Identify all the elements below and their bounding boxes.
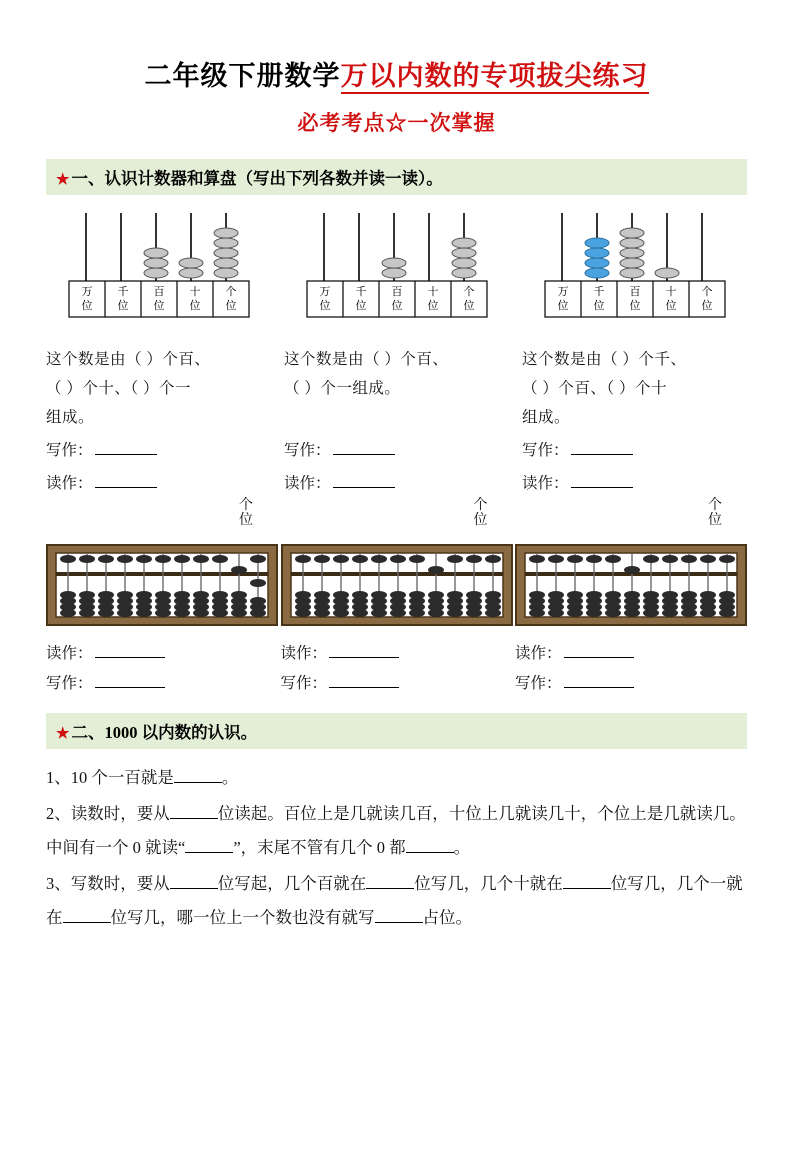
counter-1-graphic	[64, 209, 254, 339]
counter-1-read-blank[interactable]	[95, 472, 157, 488]
counter-2-write-label: 写作：	[284, 442, 331, 459]
section-header-2-text: 二、1000 以内数的认识。	[71, 723, 258, 742]
svg-text:十: 十	[189, 286, 200, 298]
svg-text:位: 位	[557, 300, 568, 312]
question-1	[46, 761, 747, 795]
counter-question-3	[522, 345, 747, 498]
counter-2-write-blank[interactable]	[333, 439, 395, 455]
question-3-blank-2[interactable]	[366, 872, 414, 889]
svg-text:位: 位	[593, 300, 604, 312]
svg-text:万: 万	[319, 286, 330, 298]
counter-1-write-blank[interactable]	[95, 439, 157, 455]
counter-question-1-line-3: 组成。	[46, 409, 95, 426]
counter-question-1-line-2: （ ）个十、（ ）个一	[46, 380, 192, 397]
abacus-3-read-blank[interactable]	[564, 642, 634, 658]
svg-text:万: 万	[81, 286, 92, 298]
question-2-text-2: 位读起。百位上是几就读几百，十位上几就读几十，个位上是几就读几。中间有一个 0 就读“	[46, 804, 746, 857]
question-2-text-4: 。	[453, 838, 471, 857]
svg-text:百: 百	[153, 286, 164, 298]
question-3-text-3: 位写几，几个十就在	[414, 874, 563, 893]
abacus-3-read-line	[515, 639, 747, 669]
question-3-blank-4[interactable]	[63, 906, 111, 923]
svg-text:位: 位	[319, 300, 330, 312]
svg-text:位: 位	[391, 300, 402, 312]
abacus-2-read-label: 读作：	[280, 645, 328, 662]
abacus-3-write-blank[interactable]	[564, 672, 634, 688]
question-2-blank-1[interactable]	[170, 802, 218, 819]
question-2-blank-2[interactable]	[185, 836, 233, 853]
question-3-blank-5[interactable]	[375, 906, 423, 923]
svg-text:位: 位	[81, 300, 92, 312]
counter-2-write-line	[284, 436, 509, 465]
abacus-1-write-blank[interactable]	[95, 672, 165, 688]
page-title-black: 二年级下册数学	[144, 61, 341, 91]
abacus-1-write-line	[46, 669, 278, 699]
section-header-1	[46, 159, 747, 195]
counter-question-2-line-1: 这个数是由（ ）个百、	[284, 351, 449, 368]
svg-text:位: 位	[629, 300, 640, 312]
question-3-text-4: 位写几，几个一就在	[46, 874, 743, 927]
svg-text:千: 千	[593, 286, 604, 298]
abacus-3-write-label: 写作：	[515, 675, 562, 692]
page-subtitle: 必考考点☆一次掌握	[297, 111, 496, 135]
question-3-text-1: 写数时，要从	[70, 874, 170, 893]
abacus-1-unit-label: 个 位	[239, 498, 253, 528]
svg-text:位: 位	[463, 300, 474, 312]
abacus-2-write-line	[281, 669, 513, 699]
svg-text:个: 个	[701, 286, 712, 298]
svg-text:十: 十	[427, 286, 438, 298]
svg-text:十: 十	[665, 286, 676, 298]
counter-question-2-line-2: （ ）个一组成。	[284, 380, 401, 397]
abacus-1-graphic	[46, 544, 278, 626]
worksheet-page	[0, 54, 793, 1176]
abacus-3-graphic	[515, 544, 747, 626]
question-1-number: 1、	[46, 768, 71, 787]
counter-question-1	[46, 345, 271, 498]
question-2-number: 2、	[46, 804, 71, 823]
counter-2-graphic	[302, 209, 492, 339]
svg-text:位: 位	[189, 300, 200, 312]
counter-1-read-line	[46, 469, 271, 498]
svg-text:位: 位	[225, 300, 236, 312]
svg-text:百: 百	[629, 286, 640, 298]
abacus-1	[46, 498, 278, 699]
abacus-3	[515, 498, 747, 699]
abacus-2-write-blank[interactable]	[329, 672, 399, 688]
svg-text:位: 位	[153, 300, 164, 312]
svg-text:个: 个	[463, 286, 474, 298]
svg-text:位: 位	[701, 300, 712, 312]
counter-question-3-line-1: 这个数是由（ ）个千、	[522, 351, 687, 368]
counter-1	[46, 209, 271, 339]
svg-text:位: 位	[117, 300, 128, 312]
question-3	[46, 867, 747, 935]
question-3-text-5: 位写几，哪一位上一个数也没有就写	[110, 908, 375, 927]
question-3-text-2: 位写起，几个百就在	[217, 874, 367, 893]
question-2	[46, 797, 747, 865]
section-header-1-text: 一、认识计数器和算盘（写出下列各数并读一读）。	[71, 169, 443, 188]
section-header-2	[46, 713, 747, 749]
question-2-blank-3[interactable]	[406, 836, 454, 853]
abacus-2-graphic	[281, 544, 513, 626]
counter-question-1-line-1: 这个数是由（ ）个百、	[46, 351, 211, 368]
counter-2-read-line	[284, 469, 509, 498]
question-1-blank-1[interactable]	[174, 766, 222, 783]
svg-text:位: 位	[665, 300, 676, 312]
abacus-row	[46, 498, 747, 699]
abacus-3-write-line	[515, 669, 747, 699]
abacus-1-write-label: 写作：	[46, 675, 93, 692]
counter-question-3-line-3: 组成。	[522, 409, 571, 426]
counter-1-write-label: 写作：	[46, 442, 93, 459]
question-3-blank-1[interactable]	[170, 872, 218, 889]
star-icon-2: ★	[56, 726, 70, 742]
abacus-3-unit-label: 个 位	[708, 498, 722, 528]
abacus-1-read-line	[46, 639, 278, 669]
counter-1-read-label: 读作：	[46, 475, 93, 492]
counter-3-graphic	[540, 209, 730, 339]
star-icon: ★	[56, 172, 70, 188]
page-title-red: 万以内数的专项拔尖练习	[341, 61, 649, 94]
abacus-3-read-label: 读作：	[515, 645, 562, 662]
counter-3-write-label: 写作：	[522, 442, 569, 459]
counter-2	[284, 209, 509, 339]
counter-3-write-blank[interactable]	[571, 439, 633, 455]
question-1-text-1: 10 个一百就是	[70, 768, 174, 787]
svg-text:个: 个	[225, 286, 236, 298]
page-title	[0, 54, 793, 93]
counter-2-read-blank[interactable]	[333, 472, 395, 488]
abacus-1-read-blank[interactable]	[95, 642, 165, 658]
question-3-text-6: 占位。	[422, 908, 472, 927]
question-3-number: 3、	[46, 874, 71, 893]
svg-text:千: 千	[355, 286, 366, 298]
counter-1-write-line	[46, 436, 271, 465]
svg-text:百: 百	[391, 286, 402, 298]
question-2-text-1: 读数时，要从	[70, 804, 170, 823]
counter-3-read-blank[interactable]	[571, 472, 633, 488]
counter-question-row	[46, 345, 747, 498]
svg-text:位: 位	[355, 300, 366, 312]
abacus-2-unit-label: 个 位	[473, 498, 488, 528]
counter-2-read-label: 读作：	[284, 475, 331, 492]
svg-text:位: 位	[427, 300, 438, 312]
abacus-2-read-line	[281, 639, 513, 669]
question-1-text-2: 。	[221, 768, 239, 787]
counter-3	[522, 209, 747, 339]
counter-question-3-line-2: （ ）个百、（ ）个十	[522, 380, 668, 397]
abacus-2-write-label: 写作：	[280, 675, 328, 692]
counter-row	[46, 209, 747, 339]
svg-text:千: 千	[117, 286, 128, 298]
svg-text:万: 万	[557, 286, 568, 298]
question-3-blank-3[interactable]	[563, 872, 611, 889]
abacus-2	[280, 498, 513, 699]
abacus-1-read-label: 读作：	[46, 645, 93, 662]
counter-3-read-label: 读作：	[522, 475, 569, 492]
question-list	[46, 761, 747, 935]
counter-3-write-line	[522, 436, 747, 465]
counter-question-2	[284, 345, 509, 498]
counter-3-read-line	[522, 469, 747, 498]
abacus-2-read-blank[interactable]	[329, 642, 399, 658]
question-2-text-3: ”，末尾不管有几个 0 都	[233, 838, 406, 857]
